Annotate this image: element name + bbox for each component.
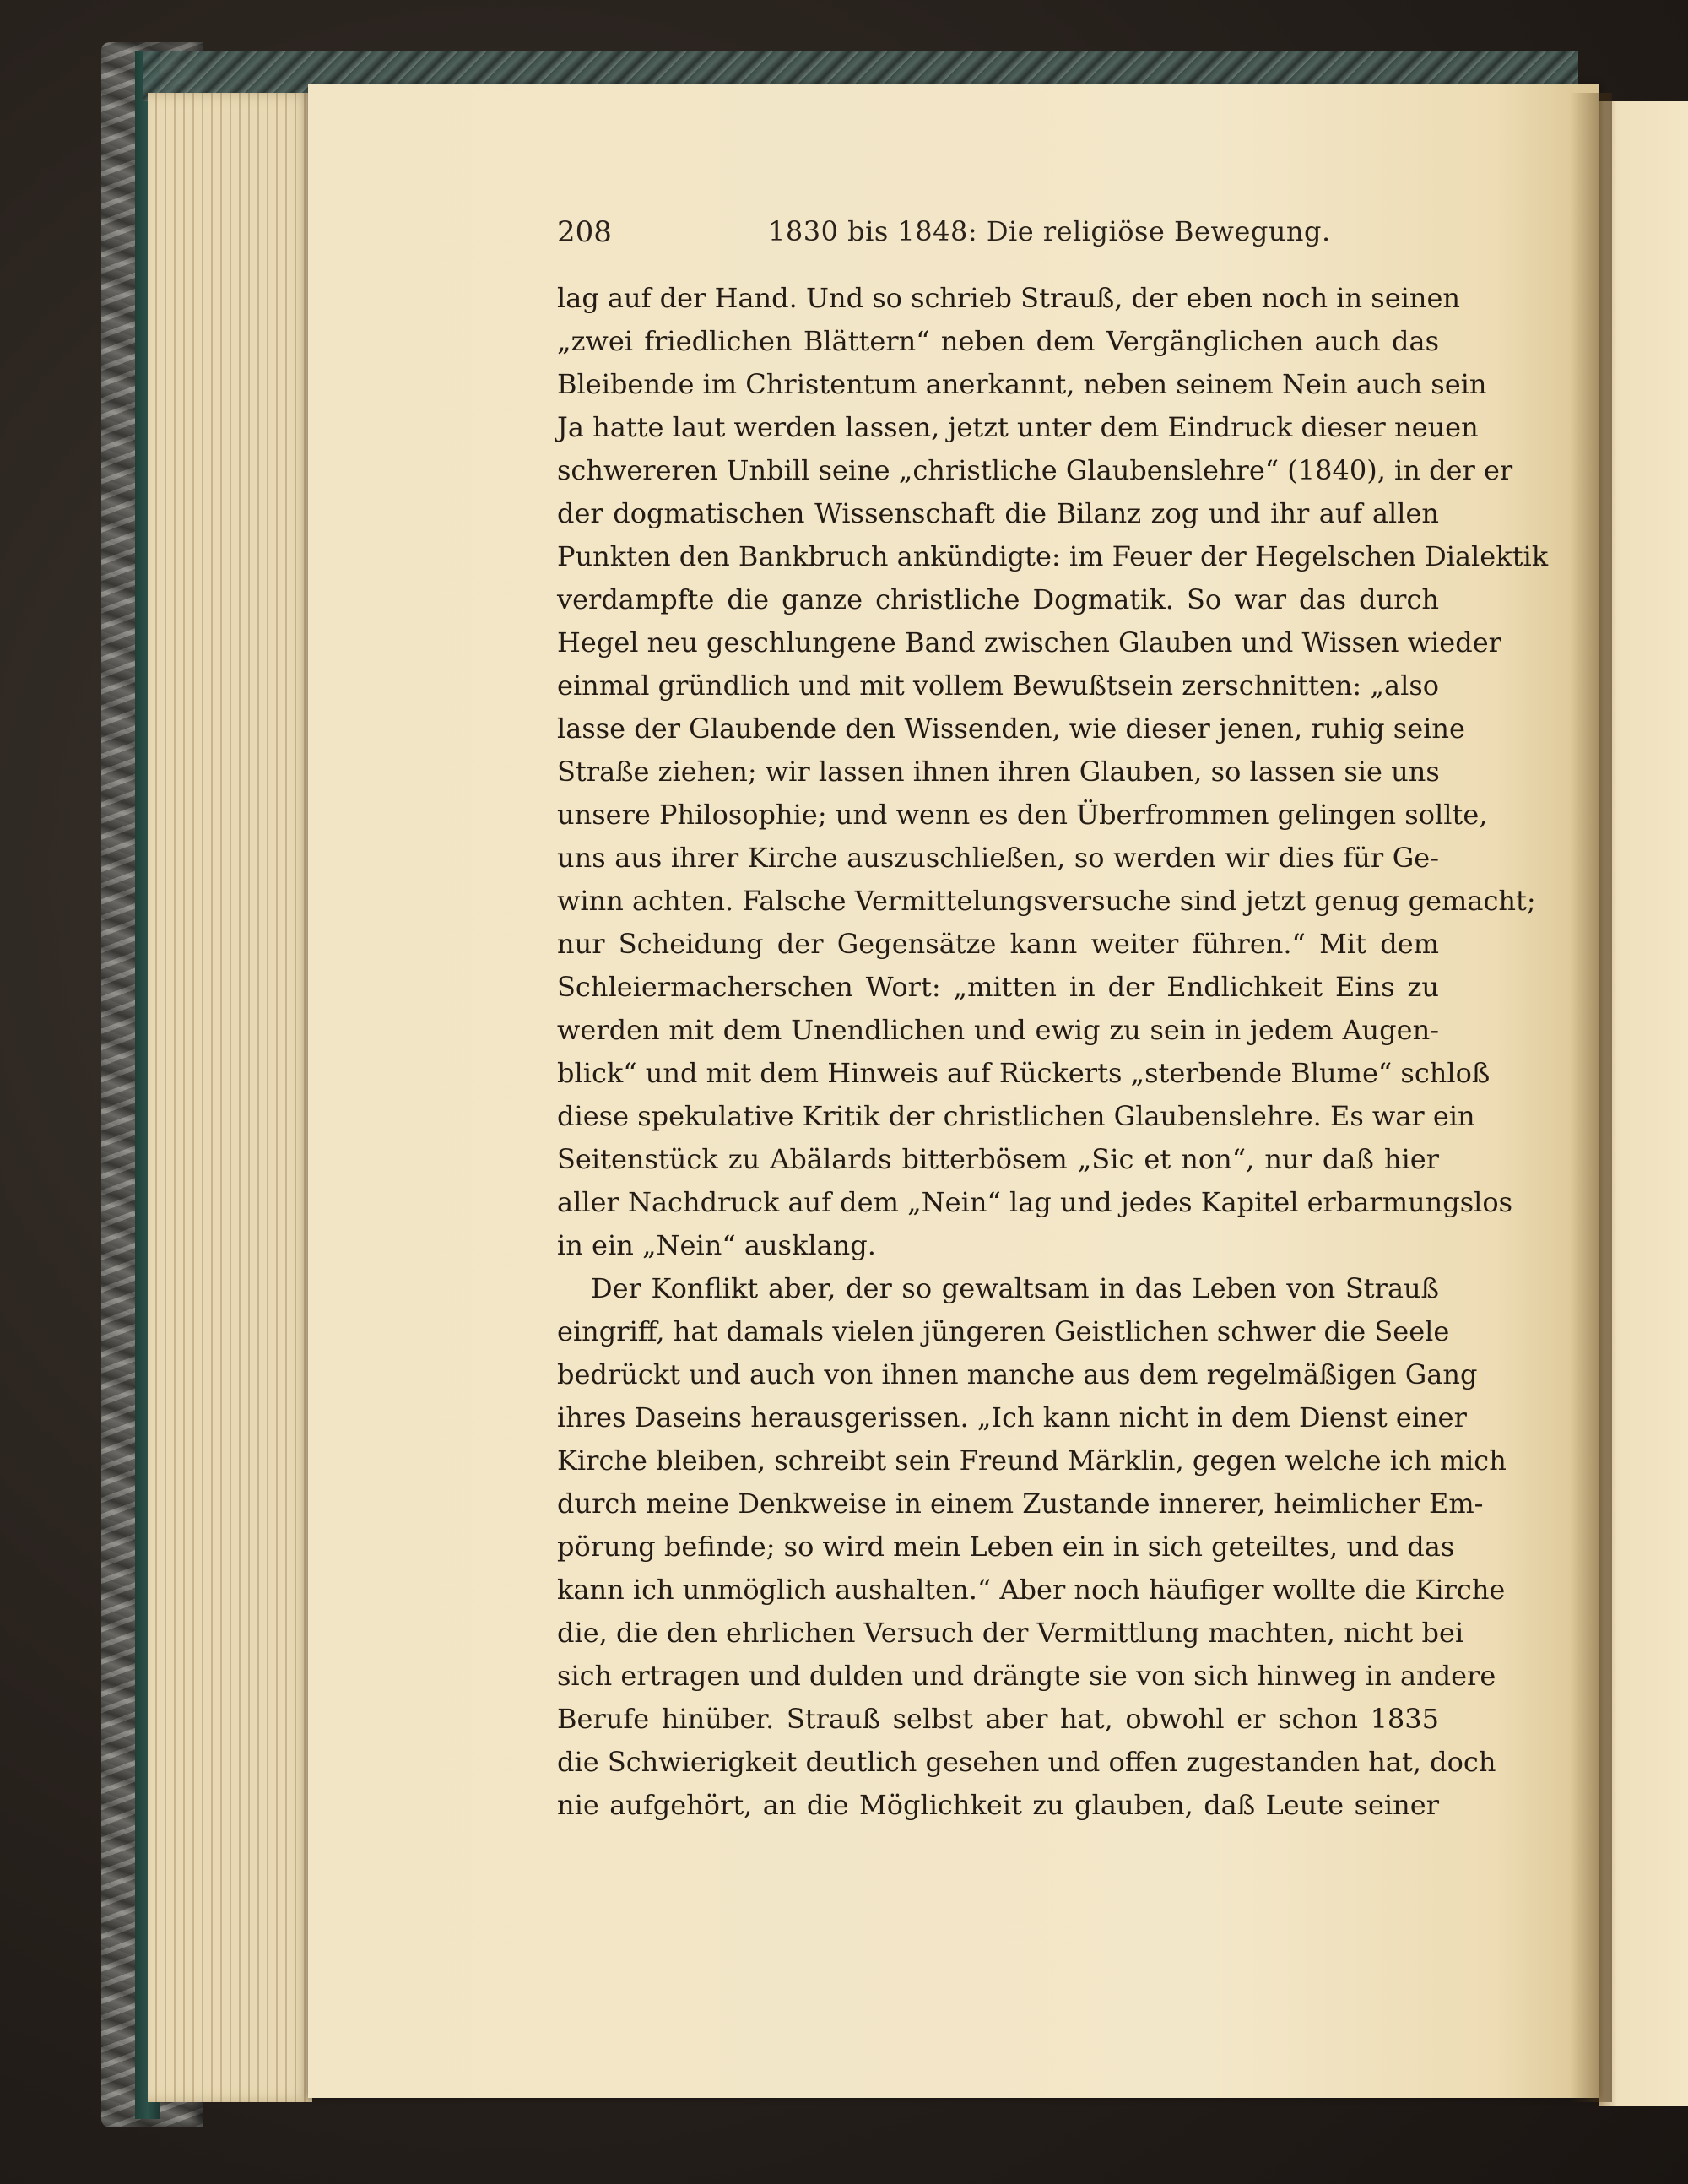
running-head: 1830 bis 1848: Die religiöse Bewegung.	[768, 215, 1331, 247]
gutter-shadow	[1570, 93, 1612, 2102]
text-line: sich ertragen und dulden und drängte sie von sich hinweg in andere	[557, 1660, 1496, 1692]
paragraph-2	[557, 1267, 1507, 1827]
text-line: blick“ und mit dem Hinweis auf Rückerts „sterbende Blume“ schloß	[557, 1057, 1491, 1089]
text-line: aller Nachdruck auf dem „Nein“ lag und jedes Kapitel erbarmungslos	[557, 1186, 1513, 1218]
text-line: Der Konflikt aber, der so gewaltsam in das Leben von Strauß	[591, 1272, 1439, 1304]
text-line: nie aufgehört, an die Möglichkeit zu glauben, daß Leute seiner	[557, 1789, 1439, 1821]
text-line: lag auf der Hand. Und so schrieb Strauß, der eben noch in seinen	[557, 282, 1461, 314]
text-line: werden mit dem Unendlichen und ewig zu sein in jedem Augen-	[557, 1014, 1439, 1046]
text-line: verdampfte die ganze christliche Dogmatik. So war das durch	[557, 583, 1439, 615]
body-text	[557, 277, 1549, 1827]
text-line: ihres Daseins herausgerissen. „Ich kann nicht in dem Dienst einer	[557, 1401, 1467, 1433]
text-line: Schleiermacherschen Wort: „mitten in der Endlichkeit Eins zu	[557, 971, 1439, 1003]
text-line: lasse der Glaubende den Wissenden, wie dieser jenen, ruhig seine	[557, 713, 1465, 745]
paragraph-1	[557, 277, 1549, 1267]
text-line: die, die den ehrlichen Versuch der Vermittlung machten, nicht bei	[557, 1617, 1464, 1649]
text-line: pörung befinde; so wird mein Leben ein in sich geteiltes, und das	[557, 1531, 1455, 1563]
text-line: die Schwierigkeit deutlich gesehen und offen zugestanden hat, doch	[557, 1746, 1496, 1778]
text-line: Seitenstück zu Abälards bitterbösem „Sic et non“, nur daß hier	[557, 1143, 1439, 1175]
text-line: durch meine Denkweise in einem Zustande innerer, heimlicher Em-	[557, 1488, 1484, 1520]
page-number: 208	[557, 215, 612, 249]
text-line: Bleibende im Christentum anerkannt, neben seinem Nein auch sein	[557, 368, 1487, 400]
text-line: Straße ziehen; wir lassen ihnen ihren Glauben, so lassen sie uns	[557, 756, 1440, 788]
text-line: Kirche bleiben, schreibt sein Freund Märklin, gegen welche ich mich	[557, 1444, 1507, 1477]
text-line: bedrückt und auch von ihnen manche aus dem regelmäßigen Gang	[557, 1358, 1478, 1390]
text-line: „zwei friedlichen Blättern“ neben dem Vergänglichen auch das	[557, 325, 1439, 357]
text-line: der dogmatischen Wissenschaft die Bilanz zog und ihr auf allen	[557, 497, 1439, 529]
text-line: unsere Philosophie; und wenn es den Überfrommen gelingen sollte,	[557, 799, 1488, 831]
text-line: uns aus ihrer Kirche auszuschließen, so werden wir dies für Ge-	[557, 842, 1439, 874]
text-line: einmal gründlich und mit vollem Bewußtsein zerschnitten: „also	[557, 669, 1439, 702]
text-line: Hegel neu geschlungene Band zwischen Glauben und Wissen wieder	[557, 626, 1501, 658]
text-line: eingriff, hat damals vielen jüngeren Geistlichen schwer die Seele	[557, 1315, 1450, 1347]
stacked-page-edges	[148, 93, 312, 2102]
text-line: diese spekulative Kritik der christlichen Glaubenslehre. Es war ein	[557, 1100, 1475, 1132]
text-line: kann ich unmöglich aushalten.“ Aber noch häufiger wollte die Kirche	[557, 1574, 1506, 1606]
text-line: in ein „Nein“ ausklang.	[557, 1229, 876, 1261]
text-line: Ja hatte laut werden lassen, jetzt unter dem Eindruck dieser neuen	[557, 411, 1479, 443]
text-line: nur Scheidung der Gegensätze kann weiter führen.“ Mit dem	[557, 928, 1439, 960]
text-line: schwereren Unbill seine „christliche Glaubenslehre“ (1840), in der er	[557, 454, 1513, 486]
text-line: Punkten den Bankbruch ankündigte: im Feuer der Hegelschen Dialektik	[557, 540, 1549, 572]
facing-page-edge	[1599, 101, 1688, 2106]
text-line: Berufe hinüber. Strauß selbst aber hat, obwohl er schon 1835	[557, 1703, 1439, 1735]
text-line: winn achten. Falsche Vermittelungsversuche sind jetzt genug gemacht;	[557, 885, 1536, 917]
